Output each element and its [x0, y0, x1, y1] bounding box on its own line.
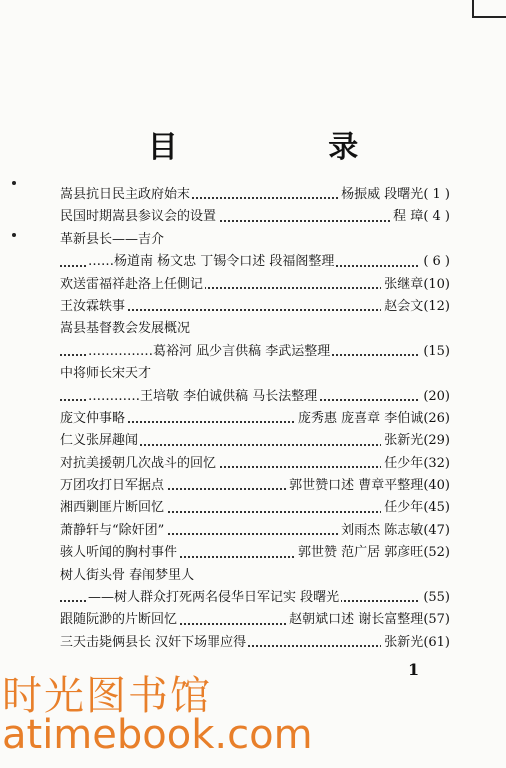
- toc-entry-right: [338, 520, 450, 542]
- toc-entry: [60, 609, 450, 631]
- toc-entry-title: 欢送雷福祥赴洛上任側记: [60, 276, 204, 292]
- toc-entry: [60, 475, 450, 497]
- toc-entry-title: 王汝霖轶事: [60, 298, 126, 314]
- toc-entry: [60, 229, 450, 251]
- corner-mark: [472, 0, 506, 18]
- toc-entry: [60, 318, 450, 340]
- toc-entry-right: [381, 430, 450, 452]
- toc-entry-title: 对抗美援朝几次战斗的回忆: [60, 455, 217, 471]
- toc-entry-author: 任少年: [384, 455, 424, 471]
- toc-entry-title: 骇人听闻的胸村事件: [60, 545, 178, 561]
- toc-entry-page: ( 4 ): [423, 209, 450, 225]
- page-title: 目 录: [147, 130, 429, 165]
- toc-entry-author: 程 璋: [393, 209, 424, 225]
- toc-entry-right: [420, 251, 450, 273]
- toc-entry-title: 革新县长——吉介: [60, 231, 165, 247]
- toc-entry-page: (10): [423, 276, 450, 292]
- toc-entry: [60, 184, 450, 206]
- toc-entry-title: 民国时期嵩县参议会的设置: [60, 209, 217, 225]
- toc-entry-right: [381, 632, 450, 654]
- toc-entry-page: (40): [423, 478, 450, 494]
- toc-entry: [60, 206, 450, 228]
- toc-entry-page: ( 6 ): [423, 254, 450, 270]
- toc-entry-right: [420, 587, 450, 609]
- toc-entry-page: ( 1 ): [423, 187, 450, 202]
- toc-entry-right: [295, 408, 450, 430]
- toc-entry-right: [381, 296, 450, 318]
- margin-dot: [12, 181, 16, 185]
- toc-entry: [60, 542, 450, 564]
- toc-entry-page: (45): [423, 500, 450, 516]
- toc-entry-title: 湘西剿匪片断回忆: [60, 500, 165, 516]
- toc-entry: [60, 274, 450, 296]
- table-of-contents: [60, 184, 450, 654]
- toc-entry-page: (26): [423, 410, 450, 426]
- toc-entry: [60, 341, 450, 363]
- toc-entry-page: (20): [423, 388, 450, 404]
- toc-entry-author: 郭世赞口述 曹章平整理: [289, 478, 424, 494]
- toc-entry-page: (52): [423, 545, 450, 561]
- toc-entry: [60, 296, 450, 318]
- toc-entry-title: ……杨道南 杨文忠 丁锡令口述 段福阁整理: [88, 254, 335, 270]
- toc-entry-right: [390, 206, 450, 228]
- toc-entry-title: 萧静轩与“除奸团”: [60, 522, 165, 538]
- toc-entry-right: [295, 542, 450, 564]
- toc-entry-page: (32): [423, 455, 450, 471]
- toc-entry: [60, 520, 450, 542]
- toc-entry-title: 三天击毙俩县长 汉奸下场罪应得: [60, 634, 247, 650]
- toc-entry: [60, 587, 450, 609]
- toc-entry-title: 跟随阮渺的片断回忆: [60, 612, 178, 628]
- toc-entry-title: 树人街头骨 春闱梦里人: [60, 567, 195, 583]
- margin-dot: [12, 233, 16, 237]
- toc-entry-title: 万团攻打日军据点: [60, 478, 165, 494]
- toc-entry-title: ——树人群众打死两名侵华日军记实 段曙光: [88, 590, 340, 606]
- toc-entry-title: 庞文仲事略: [60, 410, 126, 426]
- toc-entry: [60, 632, 450, 654]
- toc-entry: [60, 408, 450, 430]
- toc-entry-title: 仁义张屏趣闻: [60, 433, 139, 449]
- toc-entry-title: 嵩县基督教会发展概况: [60, 321, 191, 337]
- toc-entry-page: (57): [423, 612, 450, 628]
- toc-entry-right: [381, 274, 450, 296]
- toc-entry-right: [381, 453, 450, 475]
- toc-entry-right: [338, 184, 450, 206]
- toc-entry-right: [420, 341, 450, 363]
- toc-entry-page: (55): [423, 590, 450, 606]
- toc-entry-page: (29): [423, 433, 450, 449]
- toc-entry: [60, 565, 450, 587]
- toc-entry-page: (61): [423, 634, 450, 650]
- toc-entry-author: 杨振威 段曙光: [341, 187, 424, 202]
- toc-entry-right: [286, 609, 450, 631]
- toc-entry-author: 张继章: [384, 276, 424, 292]
- toc-entry: [60, 453, 450, 475]
- toc-entry-author: 赵朝斌口述 谢长富整理: [289, 612, 424, 628]
- toc-entry-page: (15): [423, 343, 450, 359]
- toc-entry-title: …………王培敬 李伯诚供稿 马长法整理: [88, 388, 318, 404]
- toc-entry-author: 张新光: [384, 433, 424, 449]
- toc-entry-author: 庞秀惠 庞喜章 李伯诚: [298, 410, 424, 426]
- toc-entry-author: 赵会文: [384, 298, 424, 314]
- toc-entry-title: ……………葛裕河 凪少言供稿 李武运整理: [88, 343, 331, 359]
- toc-entry: [60, 430, 450, 452]
- toc-entry-page: (47): [423, 522, 450, 538]
- toc-entry: [60, 386, 450, 408]
- toc-entry-title: 嵩县抗日民主政府始末: [60, 187, 191, 202]
- toc-entry-author: 任少年: [384, 500, 424, 516]
- toc-entry-right: [420, 386, 450, 408]
- watermark-url: atimebook.com: [2, 712, 313, 758]
- toc-entry-author: 郭世赞 范广居 郭彦旺: [298, 545, 424, 561]
- toc-entry: [60, 497, 450, 519]
- page-number: 1: [408, 660, 420, 679]
- toc-entry-author: 张新光: [384, 634, 424, 650]
- toc-entry: [60, 363, 450, 385]
- toc-entry: [60, 251, 450, 273]
- watermark-chinese: 时光图书馆: [2, 673, 212, 719]
- toc-entry-right: [286, 475, 450, 497]
- toc-entry-author: 刘雨杰 陈志敏: [341, 522, 424, 538]
- toc-entry-page: (12): [423, 298, 450, 314]
- toc-entry-right: [381, 497, 450, 519]
- toc-entry-title: 中将师长宋天才: [60, 366, 152, 382]
